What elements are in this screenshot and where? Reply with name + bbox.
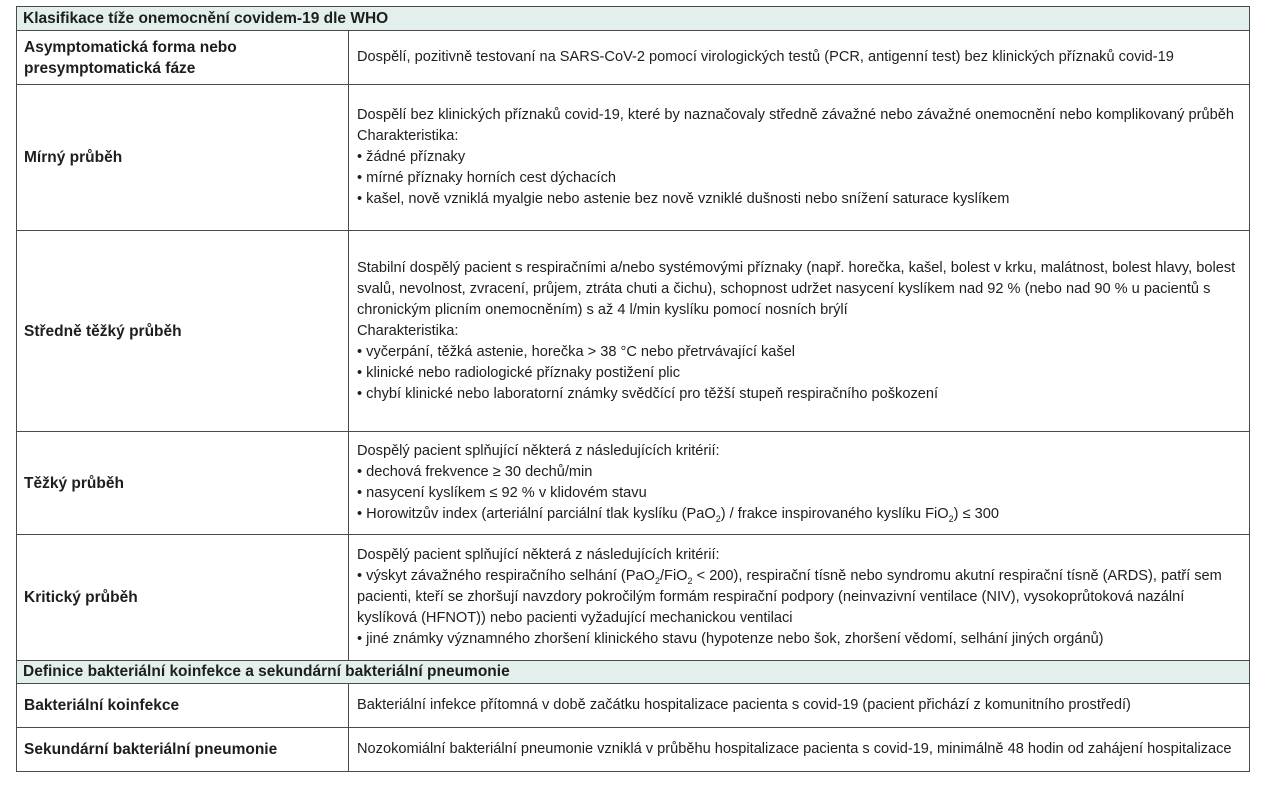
subscript: 2 bbox=[654, 575, 660, 586]
row-description bbox=[349, 535, 1250, 661]
section-header-bacterial bbox=[17, 661, 1250, 684]
text-part: ) / frakce inspirovaného kyslíku FiO bbox=[720, 506, 949, 522]
description-line: Stabilní dospělý pacient s respiračními a/nebo systémovými příznaky (např. horečka, kašel, bolest v krku, malátnost, bolest hlavy, bolest svalů, nevolnost, zvracení, průjem, ztráta chuti a čichu), schopnost udržet nasycení kyslíkem nad 92 % (nebo nad 90 % u pacientů s chronickým plicním onemocněním) s až 4 l/min kyslíku pomocí nosních brýlí bbox=[357, 259, 1236, 318]
section-header-who bbox=[17, 7, 1250, 31]
row-label: Středně těžký průběh bbox=[17, 231, 349, 432]
row-label: Bakteriální koinfekce bbox=[17, 684, 349, 728]
text-part: • Horowitzův index (arteriální parciální tlak kyslíku (PaO bbox=[357, 506, 716, 522]
description-line: Nozokomiální bakteriální pneumonie vzniklá v průběhu hospitalizace pacienta s covid-19, minimálně 48 hodin od zahájení hospitalizace bbox=[357, 741, 1232, 757]
text-part: /FiO bbox=[659, 568, 688, 584]
description-line: Charakteristika: bbox=[357, 322, 459, 339]
row-label: Mírný průběh bbox=[17, 85, 349, 231]
description-line: Dospělý pacient splňující některá z následujících kritérií: bbox=[357, 443, 720, 459]
bullet-item: • chybí klinické nebo laboratorní známky svědčící pro těžší stupeň respiračního poškození bbox=[357, 385, 939, 402]
table-row bbox=[17, 535, 1250, 661]
subscript: 2 bbox=[687, 575, 693, 586]
table-row bbox=[17, 432, 1250, 535]
bullet-item: • kašel, nově vzniklá myalgie nebo astenie bez nově vzniklé dušnosti nebo snížení saturace kyslíkem bbox=[357, 191, 1010, 207]
bullet-item: • žádné příznaky bbox=[357, 149, 466, 165]
table-row bbox=[17, 728, 1250, 772]
bullet-item-ards bbox=[357, 566, 1245, 629]
bullet-item: • jiné známky významného zhoršení klinického stavu (hypotenze nebo šok, zhoršení vědomí, selhání jiných orgánů) bbox=[357, 631, 1104, 647]
row-description bbox=[349, 684, 1250, 728]
bullet-item: • nasycení kyslíkem ≤ 92 % v klidovém stavu bbox=[357, 485, 647, 501]
table-row bbox=[17, 85, 1250, 231]
row-description bbox=[349, 728, 1250, 772]
description-line: Dospělí bez klinických příznaků covid-19, které by naznačovaly středně závažné nebo závažné onemocnění nebo komplikovaný průběh bbox=[357, 107, 1234, 123]
covid-classification-table bbox=[16, 6, 1250, 772]
bullet-item: • klinické nebo radiologické příznaky postižení plic bbox=[357, 364, 681, 381]
text-part: < 200), respirační tísně nebo syndromu akutní respirační tísně (ARDS), patří sem pacienti, kteří se zhoršují navzdory pokročilým formám respirační podpory (neinvazivní ventilace (NIV), vysokoprůtoková nazální kyslíková (HFNOT)) nebo pacienti vyžadující mechanickou ventilaci bbox=[357, 568, 1222, 626]
text-part: ) ≤ 300 bbox=[953, 506, 999, 522]
bullet-item-horowitz bbox=[357, 504, 1245, 525]
table-row bbox=[17, 231, 1250, 432]
row-description bbox=[349, 432, 1250, 535]
row-label: Asymptomatická forma nebo presymptomatická fáze bbox=[17, 31, 349, 85]
subscript: 2 bbox=[715, 513, 721, 524]
row-label: Těžký průběh bbox=[17, 432, 349, 535]
bullet-item: • dechová frekvence ≥ 30 dechů/min bbox=[357, 464, 593, 480]
subscript: 2 bbox=[948, 513, 954, 524]
section-title: Definice bakteriální koinfekce a sekundární bakteriální pneumonie bbox=[17, 661, 1250, 684]
description-line: Dospělí, pozitivně testovaní na SARS-CoV-2 pomocí virologických testů (PCR, antigenní test) bez klinických příznaků covid-19 bbox=[357, 49, 1174, 65]
description-line: Dospělý pacient splňující některá z následujících kritérií: bbox=[357, 547, 720, 563]
bullet-item: • mírné příznaky horních cest dýchacích bbox=[357, 170, 616, 186]
row-description bbox=[349, 31, 1250, 85]
row-label: Sekundární bakteriální pneumonie bbox=[17, 728, 349, 772]
description-line: Charakteristika: bbox=[357, 128, 459, 144]
row-description bbox=[349, 231, 1250, 432]
table-row bbox=[17, 684, 1250, 728]
bullet-item: • vyčerpání, těžká astenie, horečka > 38 °C nebo přetrvávající kašel bbox=[357, 343, 796, 360]
section-title: Klasifikace tíže onemocnění covidem-19 dle WHO bbox=[17, 7, 1250, 31]
table-row bbox=[17, 31, 1250, 85]
row-label: Kritický průběh bbox=[17, 535, 349, 661]
row-description bbox=[349, 85, 1250, 231]
text-part: • výskyt závažného respiračního selhání (PaO bbox=[357, 568, 655, 584]
description-line: Bakteriální infekce přítomná v době začátku hospitalizace pacienta s covid-19 (pacient přichází z komunitního prostředí) bbox=[357, 697, 1131, 713]
